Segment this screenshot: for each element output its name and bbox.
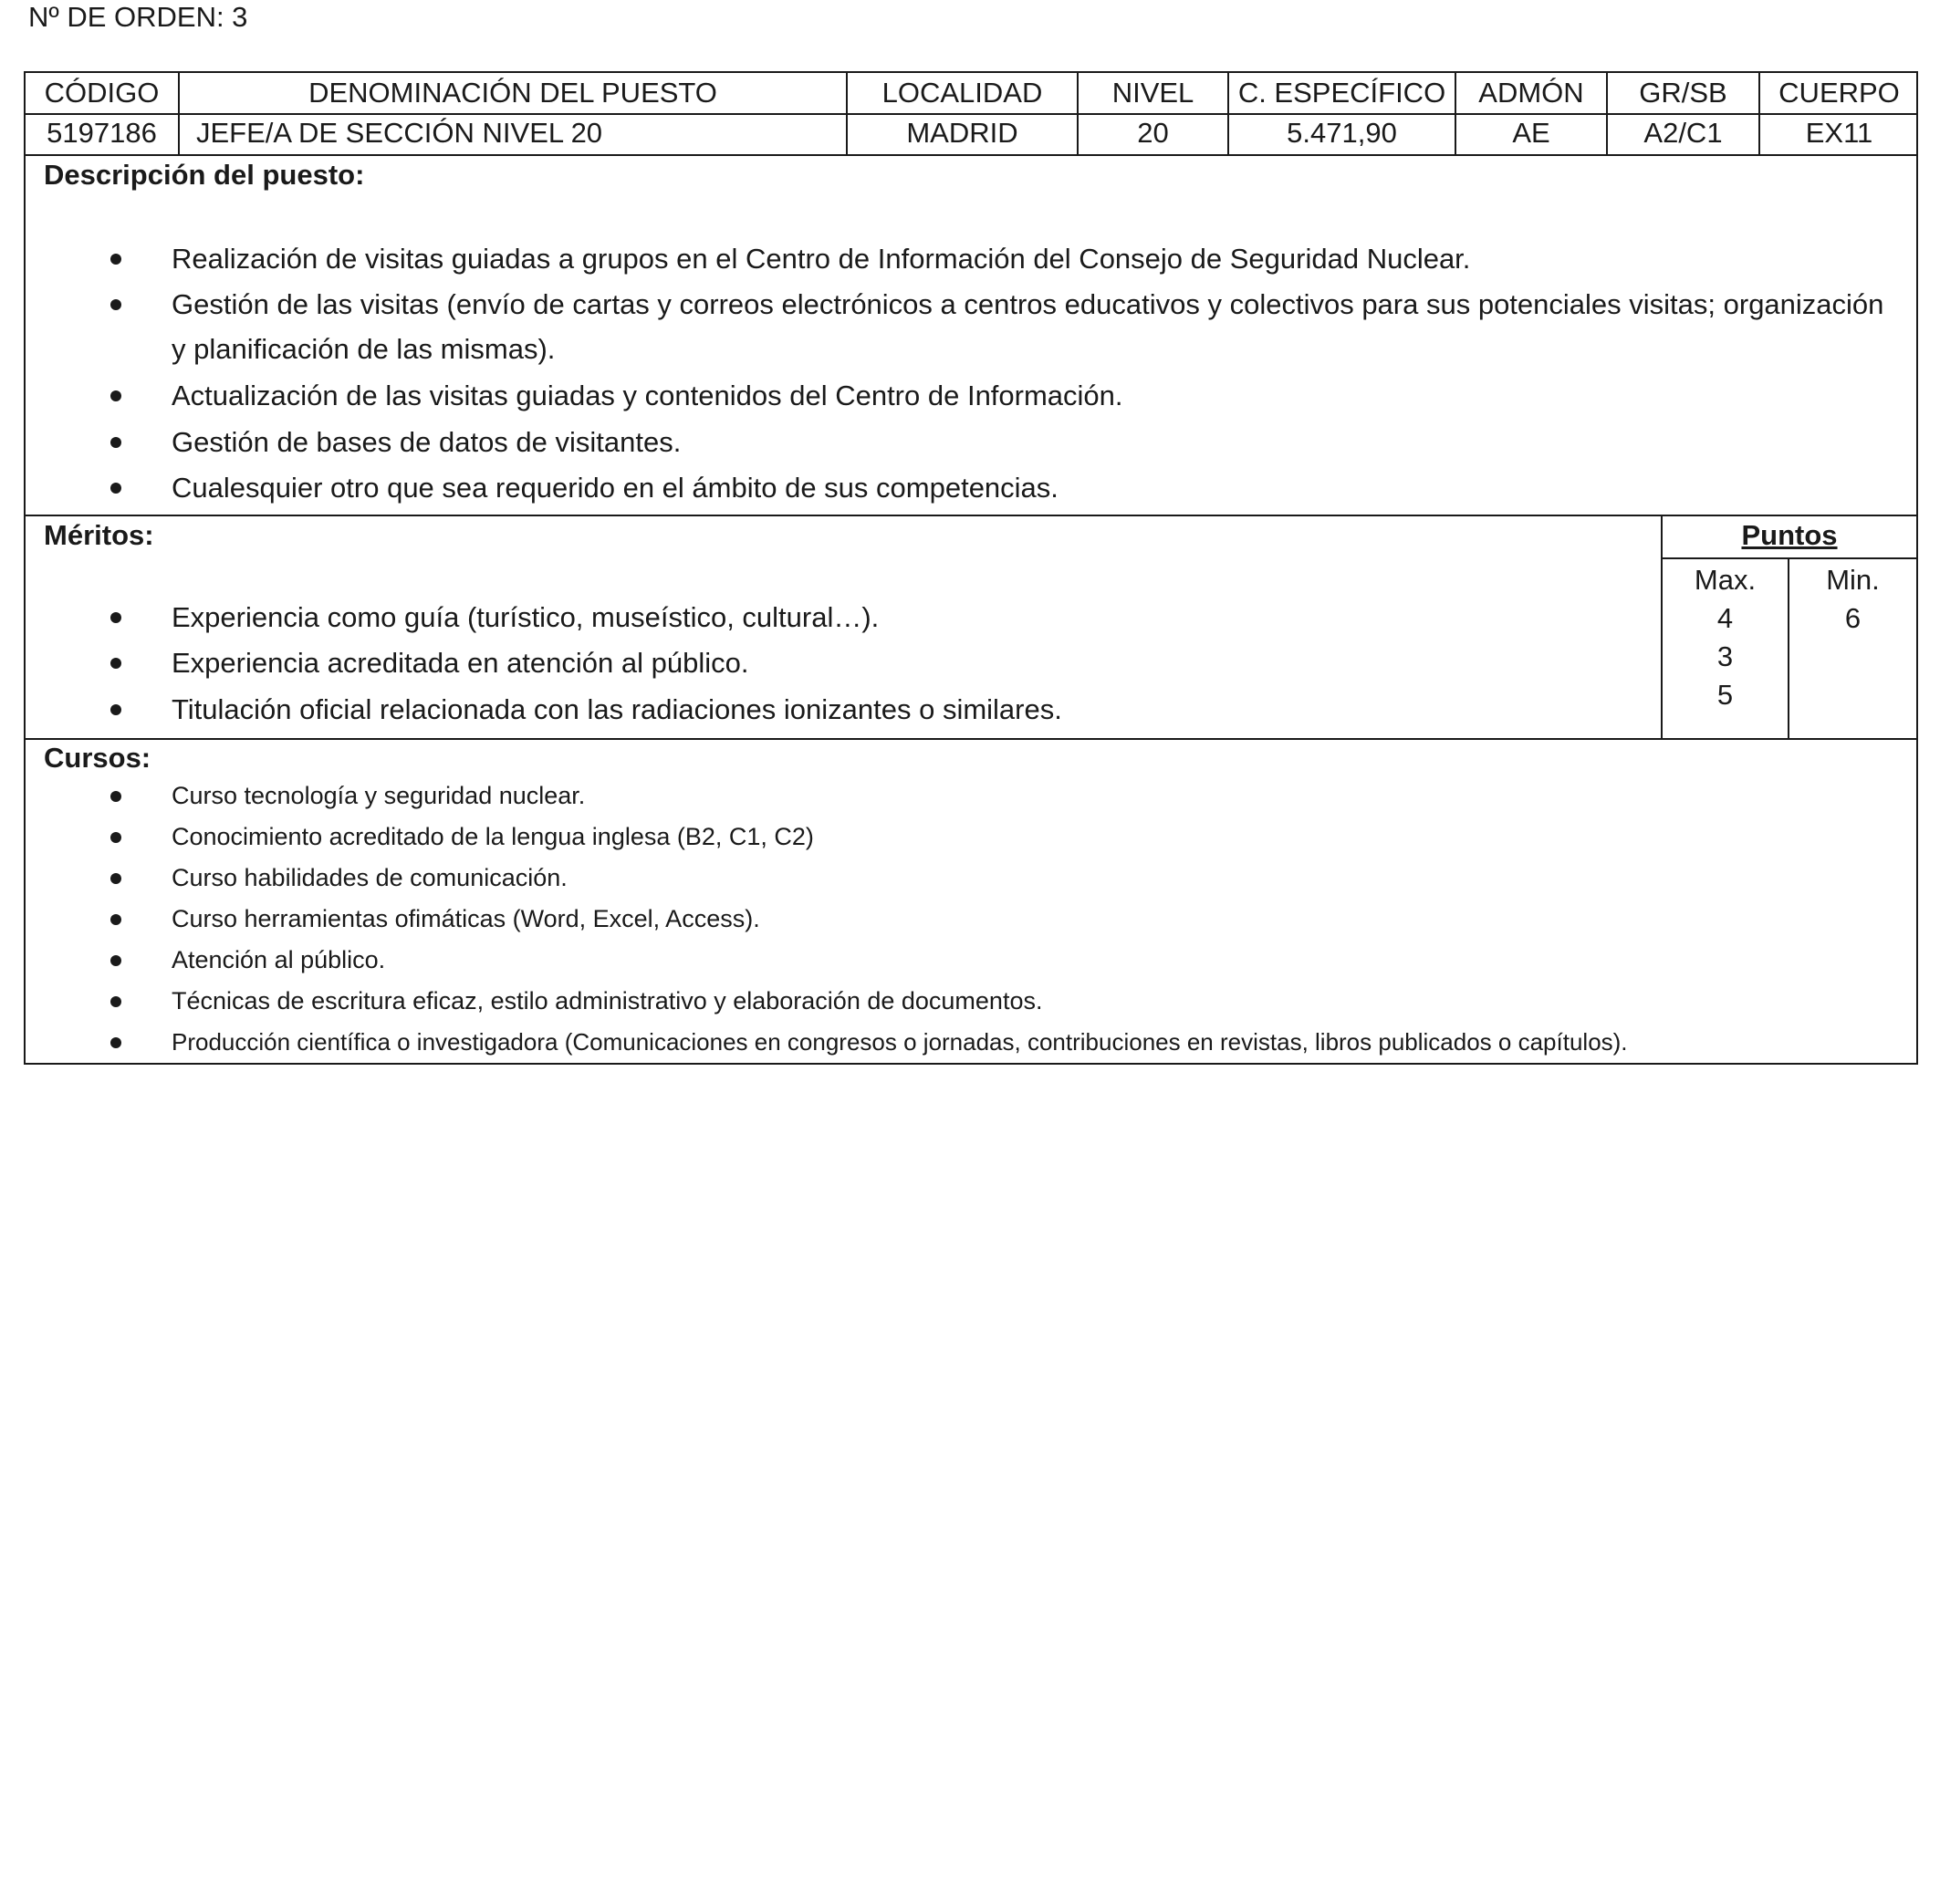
list-item-text: Gestión de las visitas (envío de cartas y correos electrónicos a centros educativos y colectivos para sus potenciales visitas; organización — [172, 288, 1884, 320]
puntos-header-divider — [1663, 557, 1916, 559]
header-gr-sb: GR/SB — [1639, 77, 1727, 109]
list-item-text: Gestión de bases de datos de visitantes. — [172, 426, 682, 458]
descripcion-title: Descripción del puesto: — [44, 159, 365, 191]
header-cuerpo: CUERPO — [1778, 77, 1900, 109]
list-item-text: Titulación oficial relacionada con las radiaciones ionizantes o similares. — [172, 693, 1062, 725]
max-value: 4 — [1716, 602, 1734, 634]
header-denominacion: DENOMINACIÓN DEL PUESTO — [308, 77, 717, 109]
value-gr-sb: A2/C1 — [1643, 117, 1723, 149]
bullet-icon — [110, 299, 121, 310]
bullet-icon — [110, 612, 121, 623]
bullet-icon — [110, 791, 121, 802]
value-admon: AE — [1512, 117, 1550, 149]
bullet-icon — [110, 832, 121, 843]
list-item-text: Curso habilidades de comunicación. — [172, 864, 568, 891]
bullet-icon — [110, 390, 121, 401]
bullet-icon — [110, 996, 121, 1007]
value-localidad: MADRID — [906, 117, 1018, 149]
section-divider — [26, 515, 1916, 516]
header-admon: ADMÓN — [1478, 77, 1584, 109]
list-item-text: Experiencia acreditada en atención al público. — [172, 647, 749, 679]
bullet-icon — [110, 437, 121, 448]
bullet-icon — [110, 254, 121, 265]
list-item-text: Experiencia como guía (turístico, museístico, cultural…). — [172, 601, 880, 633]
order-number: Nº DE ORDEN: 3 — [28, 1, 248, 33]
value-cuerpo: EX11 — [1805, 117, 1873, 149]
cursos-title: Cursos: — [44, 742, 151, 774]
header-bottom-divider — [26, 154, 1916, 156]
section-divider — [26, 738, 1916, 740]
bullet-icon — [110, 483, 121, 494]
job-position-table — [24, 71, 1918, 1065]
value-c-especifico: 5.471,90 — [1287, 117, 1397, 149]
max-label: Max. — [1694, 564, 1757, 596]
bullet-icon — [110, 873, 121, 884]
value-codigo: 5197186 — [47, 117, 157, 149]
min-label: Min. — [1826, 564, 1880, 596]
max-value: 5 — [1716, 679, 1734, 711]
list-item-text: Realización de visitas guiadas a grupos en el Centro de Información del Consejo de Seguridad Nuclear. — [172, 243, 1471, 275]
bullet-icon — [110, 704, 121, 715]
header-localidad: LOCALIDAD — [881, 77, 1043, 109]
list-item-text: Producción científica o investigadora (Comunicaciones en congresos o jornadas, contribuciones en revistas, libros publicados o capítulos). — [172, 1028, 1628, 1056]
max-value: 3 — [1716, 640, 1734, 672]
value-denominacion: JEFE/A DE SECCIÓN NIVEL 20 — [196, 117, 603, 149]
bullet-icon — [110, 658, 121, 669]
header-nivel: NIVEL — [1111, 77, 1194, 109]
list-item-text: Atención al público. — [172, 946, 386, 973]
puntos-label: Puntos — [1741, 519, 1838, 551]
list-item-text: Cualesquier otro que sea requerido en el ámbito de sus competencias. — [172, 472, 1059, 504]
list-item-text: Técnicas de escritura eficaz, estilo administrativo y elaboración de documentos. — [172, 987, 1043, 1014]
header-codigo: CÓDIGO — [44, 77, 160, 109]
list-item-text: Actualización de las visitas guiadas y contenidos del Centro de Información. — [172, 380, 1123, 411]
min-value: 6 — [1844, 602, 1862, 634]
header-c-especifico: C. ESPECÍFICO — [1237, 77, 1446, 109]
list-item-text: y planificación de las mismas). — [172, 333, 556, 365]
bullet-icon — [110, 955, 121, 966]
meritos-title: Méritos: — [44, 519, 154, 551]
bullet-icon — [110, 1037, 121, 1048]
list-item-text: Curso herramientas ofimáticas (Word, Excel, Access). — [172, 905, 760, 932]
list-item-text: Curso tecnología y seguridad nuclear. — [172, 782, 586, 809]
value-nivel: 20 — [1137, 117, 1169, 149]
list-item-text: Conocimiento acreditado de la lengua inglesa (B2, C1, C2) — [172, 823, 814, 850]
bullet-icon — [110, 914, 121, 925]
